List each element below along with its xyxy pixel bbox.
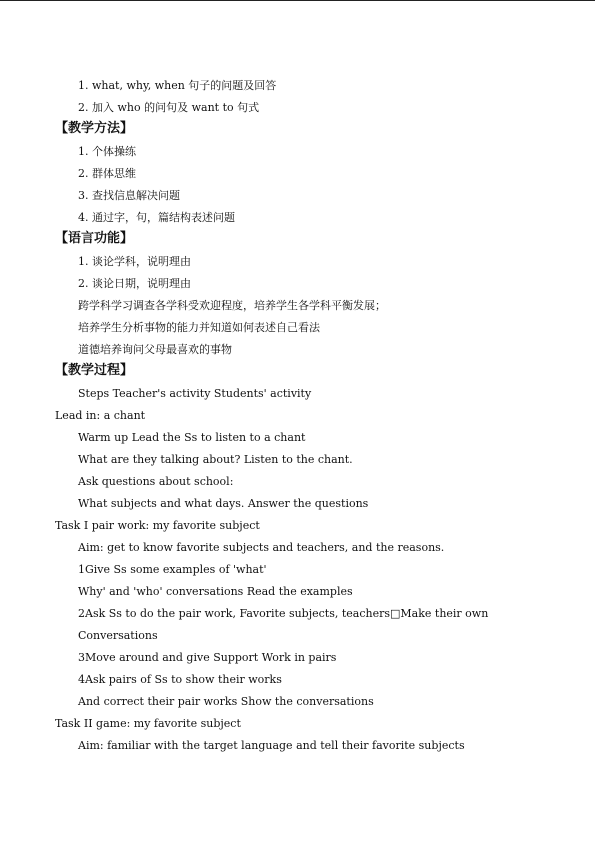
process-line: 2Ask Ss to do the pair work, Favorite subjects, teachers□Make their own [78, 607, 489, 620]
process-line: Steps Teacher's activity Students' activity [78, 387, 312, 400]
function-item-1: 1. 谈论学科，说明理由 [78, 255, 191, 268]
objective-2: 2. 加入 who 的问句及 want to 句式 [78, 101, 260, 114]
process-line: What are they talking about? Listen to the chant. [78, 453, 353, 466]
method-item-4: 4. 通过字，句，篇结构表述问题 [78, 211, 235, 224]
function-item-4: 培养学生分析事物的能力并知道如何表述自己看法 [78, 321, 320, 334]
process-line: Aim: get to know favorite subjects and teachers, and the reasons. [78, 541, 445, 554]
process-line: And correct their pair works Show the conversations [78, 695, 374, 708]
process-line: Lead in: a chant [55, 409, 146, 422]
functions-heading: 【语言功能】 [55, 231, 134, 246]
process-line: Conversations [78, 629, 158, 642]
function-item-3: 跨学科学习调查各学科受欢迎程度，培养学生各学科平衡发展； [78, 299, 386, 312]
function-item-2: 2. 谈论日期，说明理由 [78, 277, 191, 290]
process-line: Why' and 'who' conversations Read the examples [78, 585, 353, 598]
function-item-5: 道德培养询问父母最喜欢的事物 [78, 343, 232, 356]
process-heading: 【教学过程】 [55, 363, 134, 378]
process-line: 1Give Ss some examples of 'what' [78, 563, 267, 576]
process-line: Aim: familiar with the target language and tell their favorite subjects [78, 739, 465, 752]
method-item-2: 2. 群体思维 [78, 167, 136, 180]
method-item-1: 1. 个体操练 [78, 145, 136, 158]
process-line: 3Move around and give Support Work in pairs [78, 651, 337, 664]
process-line: 4Ask pairs of Ss to show their works [78, 673, 282, 686]
process-line: Ask questions about school: [78, 475, 234, 488]
methods-heading: 【教学方法】 [55, 121, 134, 136]
top-rule [0, 0, 595, 1]
process-line: Task II game: my favorite subject [55, 717, 241, 730]
objective-1: 1. what, why, when 句子的问题及回答 [78, 79, 277, 92]
process-line: Warm up Lead the Ss to listen to a chant [78, 431, 306, 444]
method-item-3: 3. 查找信息解决问题 [78, 189, 180, 202]
process-line: What subjects and what days. Answer the questions [78, 497, 369, 510]
process-line: Task I pair work: my favorite subject [55, 519, 260, 532]
